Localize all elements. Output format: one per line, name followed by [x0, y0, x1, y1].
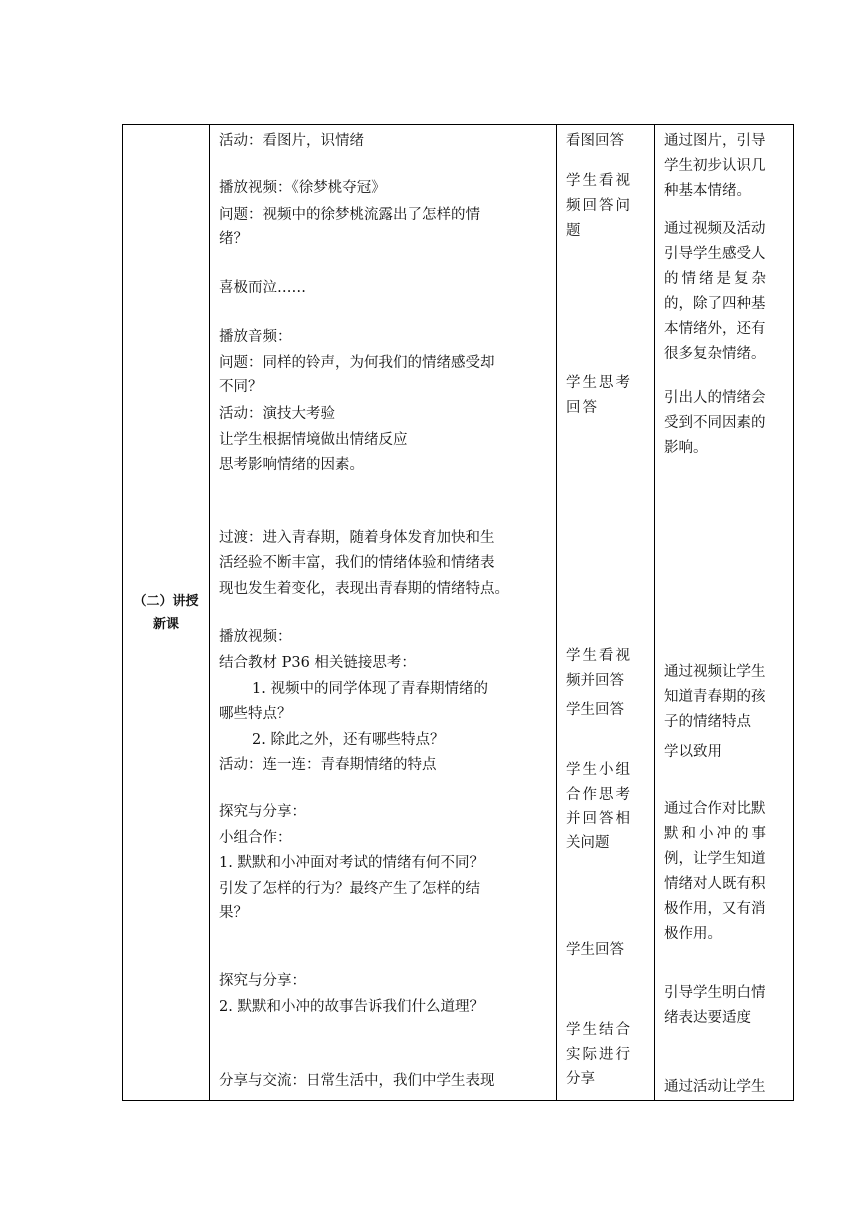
intent-line: 影响。 [664, 440, 708, 456]
content-line: 播放音频： [219, 329, 292, 345]
content-line: 哪些特点？ [219, 706, 292, 722]
intent-line: 通过合作对比默 [664, 801, 766, 817]
content-line: 问题：同样的铃声，为何我们的情绪感受却 [219, 355, 495, 371]
student-line: 学生小组 [566, 762, 632, 778]
intent-line: 子的情绪特点 [664, 714, 751, 730]
content-line: 活动：连一连：青春期情绪的特点 [219, 757, 437, 773]
intent-line: 极作用。 [664, 926, 722, 942]
content-line: 结合教材 P36 相关链接思考： [219, 655, 416, 671]
intent-line: 情绪对人既有积 [664, 876, 766, 892]
intent-line: 学生初步认识几 [664, 158, 766, 174]
content-line: 果？ [219, 905, 248, 921]
intent-line: 例，让学生知道 [664, 851, 766, 867]
content-line: 让学生根据情境做出情绪反应 [219, 432, 408, 448]
intent-line: 通过图片，引导 [664, 133, 766, 149]
content-line: 探究与分享： [219, 973, 306, 989]
content-line: 2. 默默和小冲的故事告诉我们什么道理？ [219, 999, 484, 1015]
student-line: 关问题 [566, 835, 610, 851]
intent-line: 默和小冲的事 [664, 826, 769, 842]
intent-line: 通过视频及活动 [664, 221, 766, 237]
content-line: 播放视频： [219, 629, 292, 645]
student-line: 学生结合 [566, 1022, 632, 1038]
content-line: 现也发生着变化，表现出青春期的情绪特点。 [219, 581, 509, 597]
student-line: 学生回答 [566, 942, 624, 958]
student-line: 学生回答 [566, 702, 624, 718]
content-line: 1. 视频中的同学体现了青春期情绪的 [252, 681, 488, 697]
student-line: 分享 [566, 1071, 595, 1087]
intent-line: 引导学生感受人 [664, 246, 766, 262]
content-line: 播放视频：《徐梦桃夺冠》 [219, 180, 386, 196]
student-line: 回答 [566, 400, 599, 416]
content-line: 活动：看图片，识情绪 [219, 133, 364, 149]
student-line: 学生看视 [566, 173, 632, 189]
intent-line: 的，除了四种基 [664, 296, 766, 312]
intent-line: 学以致用 [664, 744, 722, 760]
content-line: 绪？ [219, 231, 248, 247]
intent-line: 知道青春期的孩 [664, 689, 766, 705]
intent-line: 种基本情绪。 [664, 183, 751, 199]
design-intent-cell [655, 125, 794, 1101]
intent-line: 极作用，又有消 [664, 901, 766, 917]
student-activity-cell [557, 125, 655, 1101]
content-line: 不同？ [219, 379, 263, 395]
student-line: 频并回答 [566, 673, 624, 689]
content-line: 分享与交流：日常生活中，我们中学生表现 [219, 1073, 495, 1089]
intent-line: 绪表达要适度 [664, 1010, 751, 1026]
intent-line: 引出人的情绪会 [664, 390, 766, 406]
content-line: 1. 默默和小冲面对考试的情绪有何不同？ [219, 855, 484, 871]
content-line: 引发了怎样的行为？最终产生了怎样的结 [219, 881, 480, 897]
teaching-content-cell [210, 125, 557, 1101]
lesson-plan-table [122, 124, 794, 1101]
student-line: 并回答相 [566, 811, 632, 827]
student-line: 看图回答 [566, 133, 624, 149]
intent-line: 通过活动让学生 [664, 1079, 766, 1095]
content-line: 活经验不断丰富，我们的情绪体验和情绪表 [219, 555, 495, 571]
content-line: 活动：演技大考验 [219, 406, 335, 422]
content-line: 思考影响情绪的因素。 [219, 457, 364, 473]
section-label-line2: 新课 [152, 616, 179, 632]
section-cell [123, 125, 210, 1101]
content-line: 喜极而泣…… [219, 280, 306, 296]
intent-line: 很多复杂情绪。 [664, 346, 766, 362]
section-label-line1: （二）讲授 [133, 593, 199, 609]
student-line: 频回答问 [566, 198, 632, 214]
content-line: 问题：视频中的徐梦桃流露出了怎样的情 [219, 207, 480, 223]
student-line: 合作思考 [566, 787, 632, 803]
content-line: 探究与分享： [219, 804, 306, 820]
intent-line: 受到不同因素的 [664, 415, 766, 431]
intent-line: 的情绪是复杂 [664, 271, 769, 287]
student-line: 题 [566, 223, 583, 239]
table-row [123, 125, 794, 1101]
student-line: 实际进行 [566, 1047, 632, 1063]
intent-line: 引导学生明白情 [664, 985, 766, 1001]
intent-line: 本情绪外，还有 [664, 321, 766, 337]
student-line: 学生思考 [566, 375, 632, 391]
intent-line: 通过视频让学生 [664, 664, 766, 680]
content-line: 小组合作： [219, 830, 292, 846]
content-line: 过渡：进入青春期，随着身体发育加快和生 [219, 530, 495, 546]
student-line: 学生看视 [566, 648, 632, 664]
content-line: 2. 除此之外，还有哪些特点？ [252, 732, 445, 748]
